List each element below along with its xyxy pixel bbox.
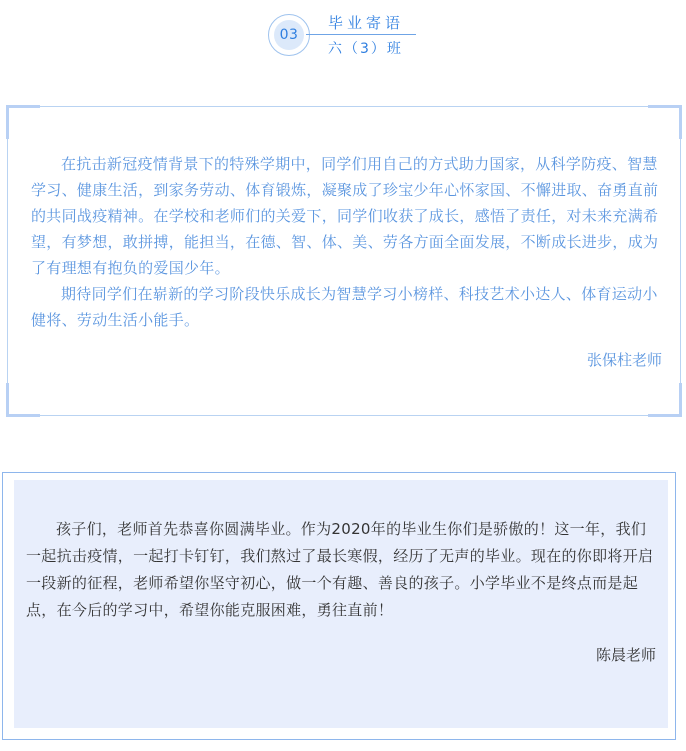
section-header xyxy=(268,12,428,58)
corner-decoration xyxy=(648,383,682,417)
teacher-signature: 张保柱老师 xyxy=(586,351,662,369)
message-paragraph: 孩子们，老师首先恭喜你圆满毕业。作为2020年的毕业生你们是骄傲的！这一年，我们一起抗击疫情，一起打卡钉钉，我们熬过了最长寒假，经历了无声的毕业。现在的你即将开启一段新的征程，老师希望你坚守初心，做一个有趣、善良的孩子。小学毕业不是终点而是起点，在今后的学习中，希望你能克服困难，勇往直前！ xyxy=(26,520,654,619)
teacher-signature: 陈晨老师 xyxy=(595,646,656,664)
teacher-message-card-2 xyxy=(14,480,668,728)
message-body xyxy=(26,516,656,624)
header-divider xyxy=(306,34,416,35)
section-number-badge xyxy=(268,14,310,56)
message-paragraph: 期待同学们在崭新的学习阶段快乐成长为智慧学习小榜样、科技艺术小达人、体育运动小健将、劳动生活小能手。 xyxy=(31,285,658,329)
message-body xyxy=(31,151,663,333)
corner-decoration xyxy=(648,105,682,139)
section-title: 毕业寄语 xyxy=(328,14,405,32)
message-paragraph: 在抗击新冠疫情背景下的特殊学期中，同学们用自己的方式助力国家，从科学防疫、智慧学习、健康生活，到家务劳动、体育锻炼，凝聚成了珍宝少年心怀家国、不懈进取、奋勇直前的共同战疫精神。在学校和老师们的关爱下，同学们收获了成长，感悟了责任，对未来充满希望，有梦想，敢拼搏，能担当，在德、智、体、美、劳各方面全面发展，不断成长进步，成为了有理想有抱负的爱国少年。 xyxy=(31,155,659,277)
corner-decoration xyxy=(6,383,40,417)
section-number: 03 xyxy=(274,20,304,50)
teacher-message-card-1 xyxy=(7,106,681,416)
corner-decoration xyxy=(6,105,40,139)
class-name: 六（3）班 xyxy=(328,41,403,57)
